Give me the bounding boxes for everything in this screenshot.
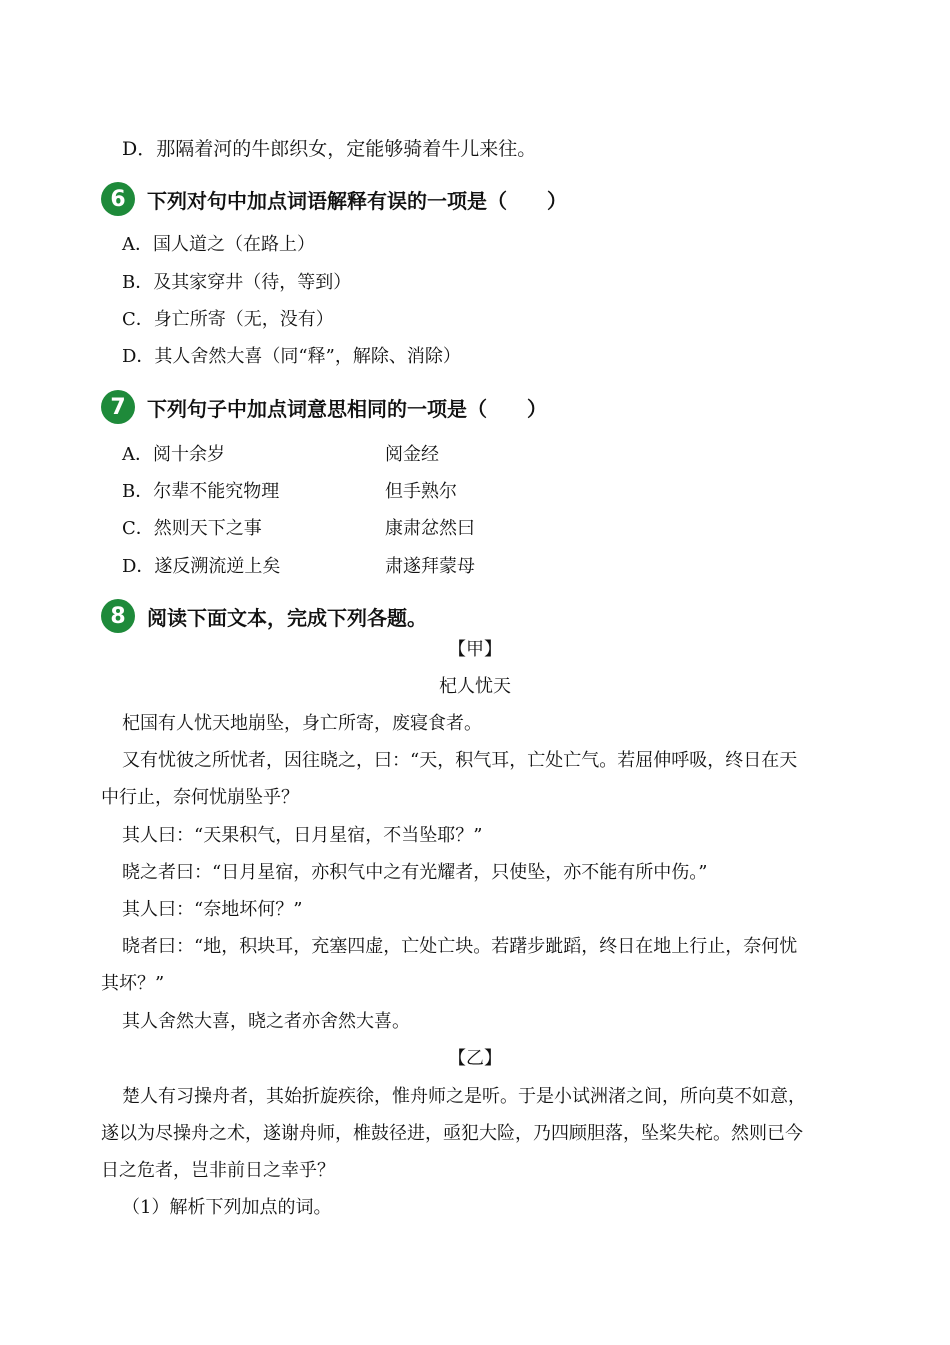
passage-yi-label: 【乙】 xyxy=(448,1048,502,1069)
prev-question-option-d: D．那隔着河的牛郎织女，定能够骑着牛儿来往。 xyxy=(122,138,537,160)
q7-option-a-right: 阅金经 xyxy=(385,444,439,465)
passage-jia-line: 其人曰：“天果积气，日月星宿，不当坠耶？” xyxy=(122,825,483,846)
q7-option-c-left: C．然则天下之事 xyxy=(122,518,262,539)
passage-jia-line: 其人舍然大喜，晓之者亦舍然大喜。 xyxy=(122,1011,410,1032)
question-number-badge: 6 xyxy=(101,182,135,216)
q7-option-c-right: 康肃忿然曰 xyxy=(385,518,475,539)
q7-option-b-right: 但手熟尔 xyxy=(385,481,457,502)
question-7-title: 下列句子中加点词意思相同的一项是（ ） xyxy=(147,396,547,421)
passage-jia-line: 晓者曰：“地，积块耳，充塞四虚，亡处亡块。若躇步跐蹈，终日在地上行止，奈何忧 xyxy=(122,936,798,957)
passage-yi-line: 遂以为尽操舟之术，遂谢舟师，椎鼓径进，亟犯大险，乃四顾胆落，坠桨失柁。然则已今 xyxy=(101,1123,803,1144)
passage-jia-line: 中行止，奈何忧崩坠乎？ xyxy=(101,787,299,808)
q6-option-a: A．国人道之（在路上） xyxy=(122,234,315,255)
q7-option-a-left: A．阅十余岁 xyxy=(122,444,225,465)
question-6-header xyxy=(101,182,567,216)
passage-jia-line: 其坏？” xyxy=(101,973,165,994)
passage-jia-line: 其人曰：“奈地坏何？” xyxy=(122,899,303,920)
passage-jia-line: 又有忧彼之所忧者，因往晓之，曰：“天，积气耳，亡处亡气。若屈伸呼吸，终日在天 xyxy=(122,750,798,771)
q7-option-d-right: 肃遂拜蒙母 xyxy=(385,556,475,577)
passage-yi-line: 楚人有习操舟者，其始折旋疾徐，惟舟师之是听。于是小试洲渚之间，所向莫不如意， xyxy=(122,1086,806,1107)
question-7-header xyxy=(101,390,547,424)
passage-jia-label: 【甲】 xyxy=(448,639,502,660)
question-8-title: 阅读下面文本，完成下列各题。 xyxy=(147,605,427,630)
q7-option-d-left: D．遂反溯流逆上矣 xyxy=(122,556,281,577)
passage-jia-line: 杞国有人忧天地崩坠，身亡所寄，废寝食者。 xyxy=(122,713,482,734)
q6-option-b: B．及其家穿井（待，等到） xyxy=(122,272,352,293)
q6-option-c: C．身亡所寄（无，没有） xyxy=(122,309,334,330)
question-6-title: 下列对句中加点词语解释有误的一项是（ ） xyxy=(147,188,567,213)
passage-jia-title: 杞人忧天 xyxy=(439,676,511,697)
sub-question-1: （1）解析下列加点的词。 xyxy=(122,1197,332,1218)
passage-jia-line: 晓之者曰：“日月星宿，亦积气中之有光耀者，只使坠，亦不能有所中伤。” xyxy=(122,862,708,883)
q6-option-d: D．其人舍然大喜（同“释”，解除、消除） xyxy=(122,346,461,367)
question-number-badge: 7 xyxy=(101,390,135,424)
passage-yi-line: 日之危者，岂非前日之幸乎？ xyxy=(101,1160,335,1181)
q7-option-b-left: B．尔辈不能究物理 xyxy=(122,481,280,502)
question-8-header xyxy=(101,599,427,633)
question-number-badge: 8 xyxy=(101,599,135,633)
